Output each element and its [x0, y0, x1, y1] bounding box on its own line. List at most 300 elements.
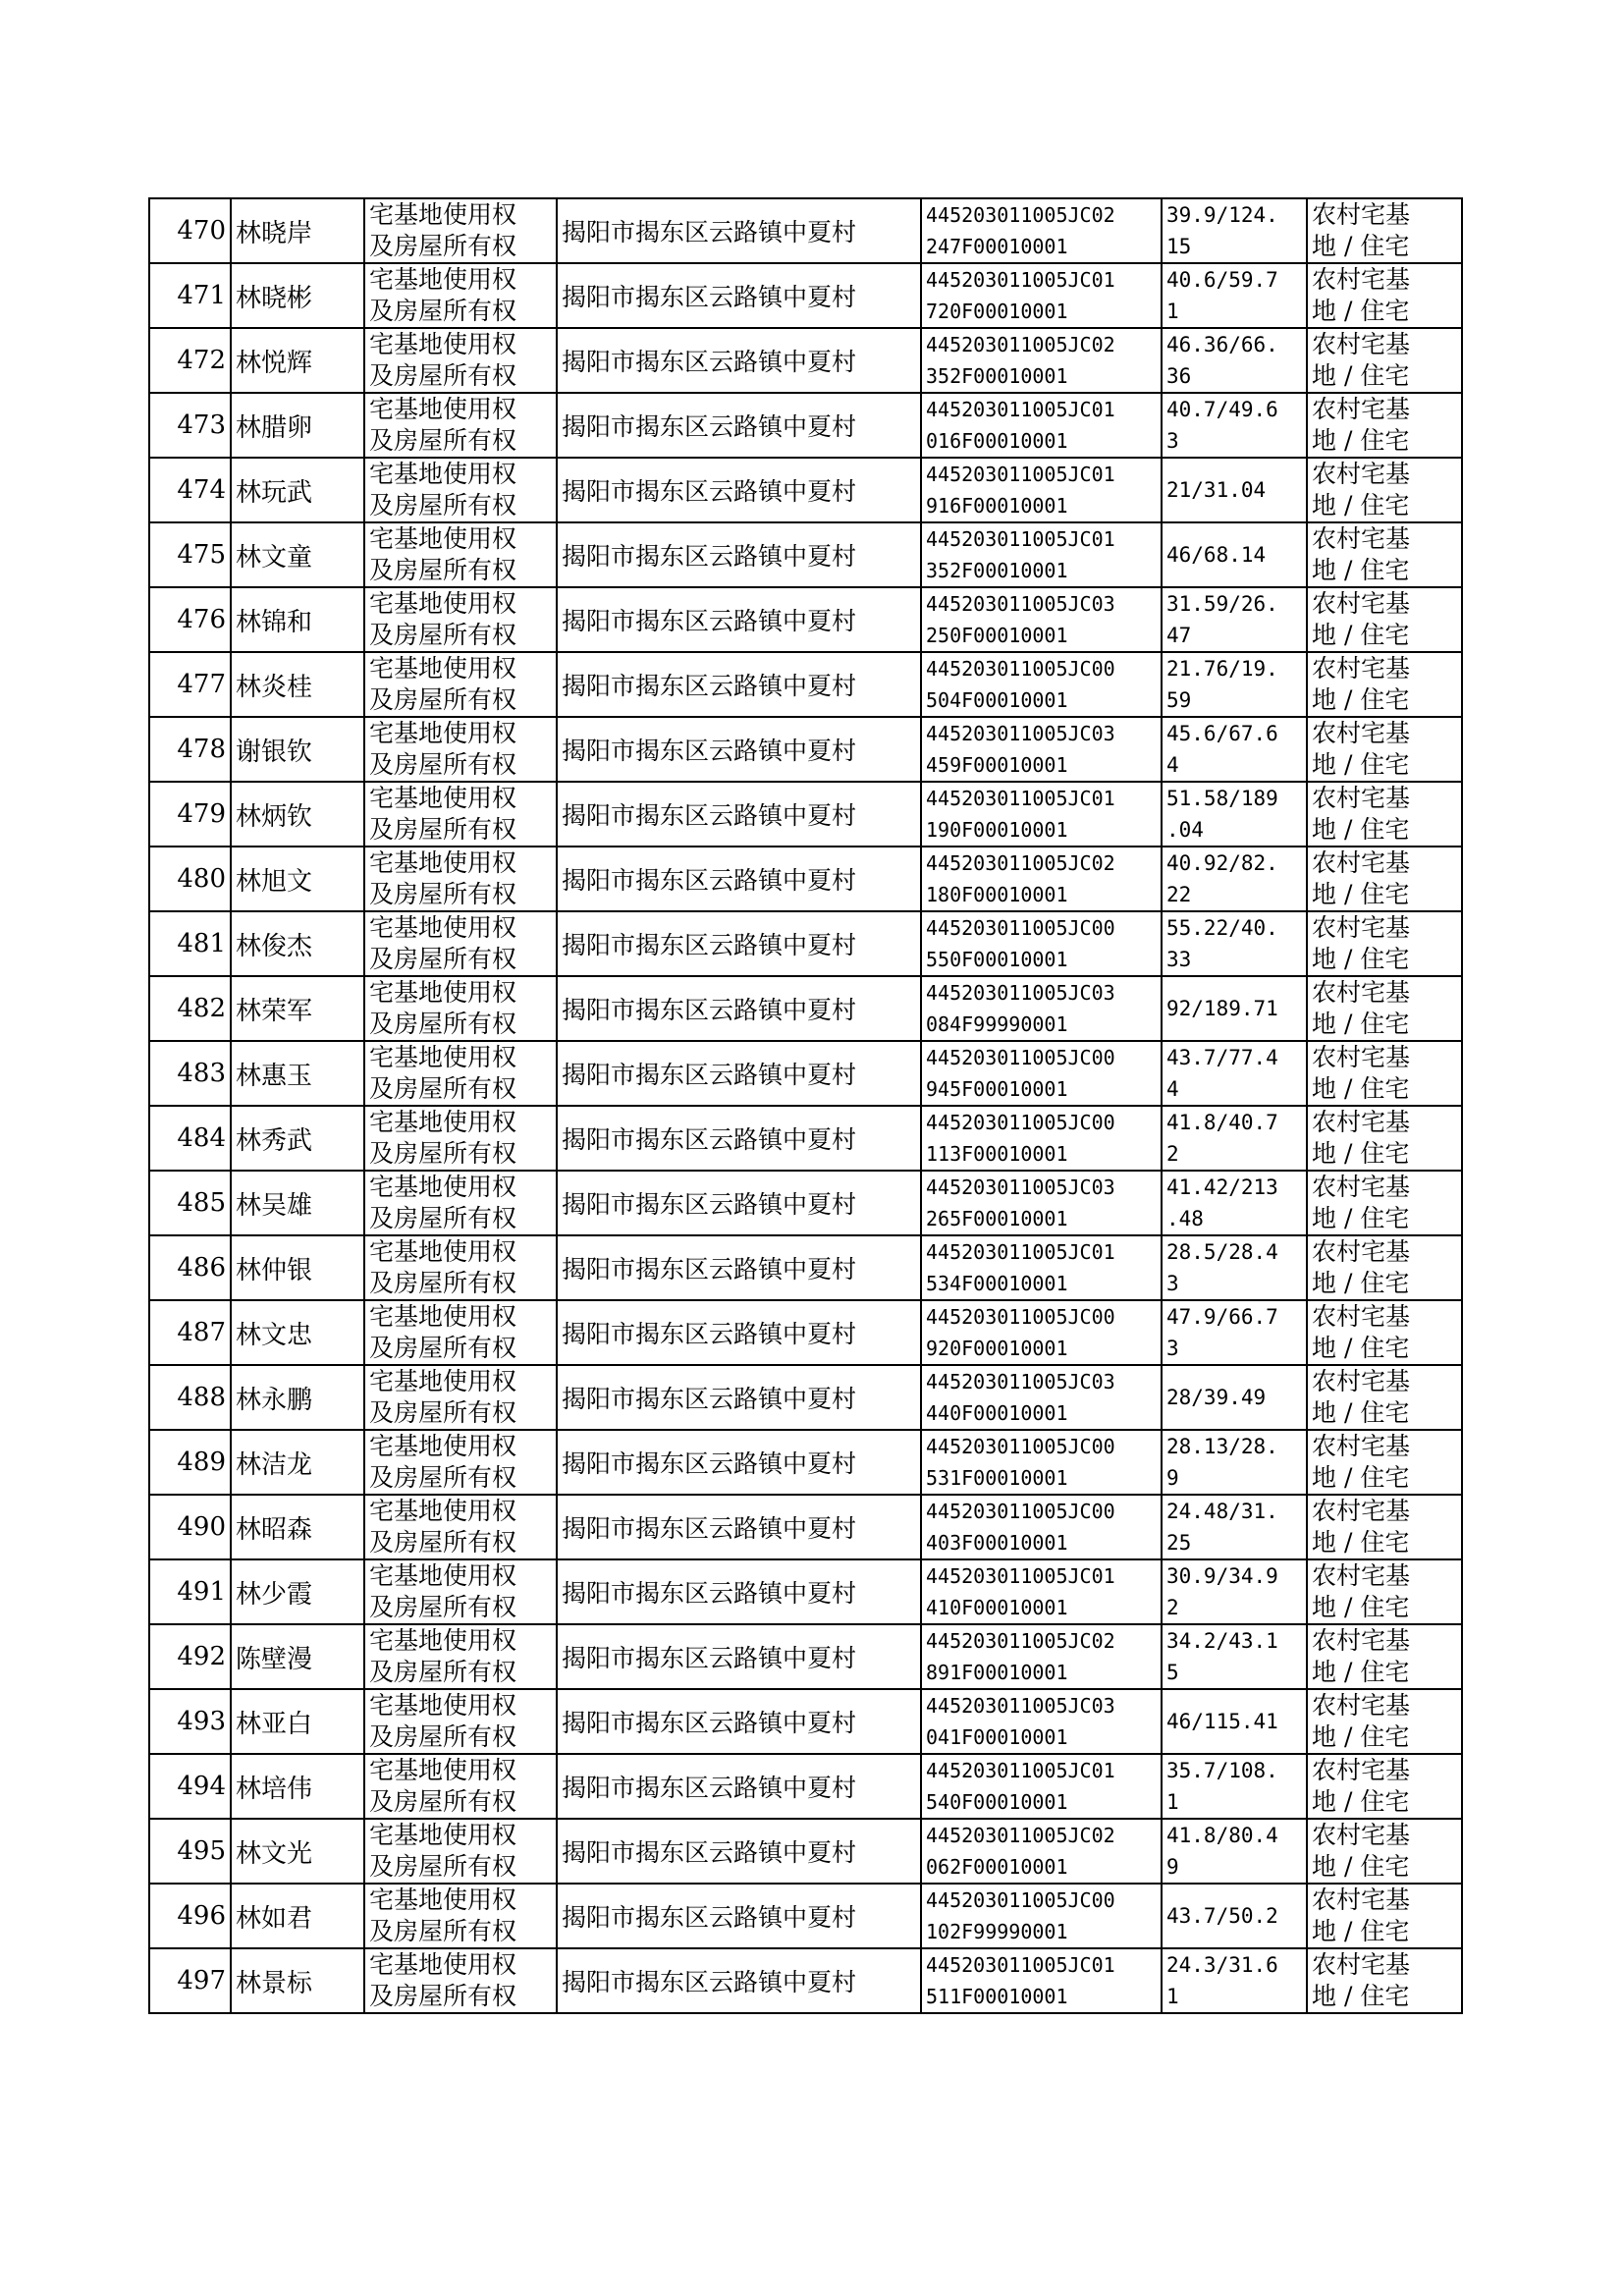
unit-code-line2: 016F00010001 [926, 429, 1068, 453]
owner-name: 林昭森 [231, 1495, 364, 1559]
row-number: 492 [149, 1624, 231, 1689]
owner-name: 林吴雄 [231, 1171, 364, 1235]
area-line2: 4 [1166, 1077, 1179, 1101]
area-line1: 28/39.49 [1166, 1386, 1267, 1409]
table-row [149, 782, 1462, 847]
right-type-line1: 宅基地使用权 [369, 978, 517, 1007]
area-line1: 45.6/67.6 [1166, 722, 1278, 745]
right-type-line1: 宅基地使用权 [369, 1108, 517, 1136]
owner-name: 林文童 [231, 522, 364, 587]
table-row [149, 717, 1462, 782]
unit-code [921, 652, 1162, 717]
right-type [364, 1884, 557, 1948]
right-type [364, 458, 557, 522]
land-use-line1: 农村宅基 [1312, 1950, 1411, 1979]
owner-name: 林俊杰 [231, 911, 364, 976]
owner-name: 林如君 [231, 1884, 364, 1948]
land-use [1307, 1884, 1462, 1948]
row-number: 495 [149, 1819, 231, 1884]
table-row [149, 263, 1462, 328]
unit-code-line2: 265F00010001 [926, 1207, 1068, 1230]
land-use-line1: 农村宅基 [1312, 1367, 1411, 1395]
area [1162, 198, 1307, 263]
table-row [149, 911, 1462, 976]
row-number: 471 [149, 263, 231, 328]
land-use [1307, 782, 1462, 847]
unit-code-line1: 445203011005JC00 [926, 1111, 1115, 1134]
land-use-line1: 农村宅基 [1312, 1756, 1411, 1784]
unit-code-line1: 445203011005JC01 [926, 398, 1115, 421]
right-type [364, 1559, 557, 1624]
right-type-line1: 宅基地使用权 [369, 1691, 517, 1720]
land-use [1307, 1819, 1462, 1884]
land-use-line2: 地 / 住宅 [1312, 1982, 1410, 2010]
unit-code-line2: 352F00010001 [926, 559, 1068, 582]
area-line1: 28.5/28.4 [1166, 1240, 1278, 1264]
owner-name: 谢银钦 [231, 717, 364, 782]
owner-name: 林腊卵 [231, 393, 364, 458]
land-use-line2: 地 / 住宅 [1312, 1593, 1410, 1621]
land-use-line2: 地 / 住宅 [1312, 491, 1410, 519]
land-use [1307, 652, 1462, 717]
land-use-line1: 农村宅基 [1312, 1432, 1411, 1460]
right-type-line2: 及房屋所有权 [369, 685, 517, 714]
area [1162, 1430, 1307, 1495]
row-number: 489 [149, 1430, 231, 1495]
table-row [149, 587, 1462, 652]
table-row [149, 1948, 1462, 2013]
land-use-line2: 地 / 住宅 [1312, 1917, 1410, 1945]
unit-code-line1: 445203011005JC01 [926, 527, 1115, 551]
right-type-line2: 及房屋所有权 [369, 1398, 517, 1427]
unit-code-line1: 445203011005JC02 [926, 1824, 1115, 1847]
land-use-line1: 农村宅基 [1312, 1108, 1411, 1136]
area-line1: 35.7/108. [1166, 1759, 1278, 1782]
table-row [149, 1559, 1462, 1624]
right-type-line1: 宅基地使用权 [369, 395, 517, 423]
right-type-line1: 宅基地使用权 [369, 1432, 517, 1460]
land-use-line2: 地 / 住宅 [1312, 1139, 1410, 1168]
unit-code [921, 1365, 1162, 1430]
unit-code-line2: 062F00010001 [926, 1855, 1068, 1879]
unit-code-line2: 550F00010001 [926, 948, 1068, 971]
land-use-line2: 地 / 住宅 [1312, 1787, 1410, 1816]
right-type-line1: 宅基地使用权 [369, 265, 517, 294]
location: 揭阳市揭东区云路镇中夏村 [557, 1430, 921, 1495]
land-use-line2: 地 / 住宅 [1312, 1722, 1410, 1751]
owner-name: 林玩武 [231, 458, 364, 522]
right-type-line1: 宅基地使用权 [369, 1497, 517, 1525]
area [1162, 1365, 1307, 1430]
table-row [149, 1754, 1462, 1819]
unit-code-line1: 445203011005JC00 [926, 1046, 1115, 1069]
area [1162, 911, 1307, 976]
land-use [1307, 393, 1462, 458]
location: 揭阳市揭东区云路镇中夏村 [557, 652, 921, 717]
unit-code-line2: 534F00010001 [926, 1272, 1068, 1295]
row-number: 490 [149, 1495, 231, 1559]
unit-code-line2: 180F00010001 [926, 883, 1068, 906]
right-type-line2: 及房屋所有权 [369, 426, 517, 455]
land-use [1307, 1365, 1462, 1430]
unit-code-line2: 247F00010001 [926, 235, 1068, 258]
unit-code-line2: 459F00010001 [926, 753, 1068, 777]
location: 揭阳市揭东区云路镇中夏村 [557, 976, 921, 1041]
owner-name: 林洁龙 [231, 1430, 364, 1495]
unit-code-line1: 445203011005JC01 [926, 463, 1115, 486]
area-line2: 1 [1166, 1790, 1179, 1814]
right-type-line2: 及房屋所有权 [369, 1982, 517, 2010]
unit-code-line2: 440F00010001 [926, 1401, 1068, 1425]
right-type [364, 1948, 557, 2013]
land-use-line2: 地 / 住宅 [1312, 1658, 1410, 1686]
table-row [149, 1041, 1462, 1106]
land-use-line1: 农村宅基 [1312, 524, 1411, 553]
unit-code [921, 1106, 1162, 1171]
unit-code-line1: 445203011005JC00 [926, 1435, 1115, 1458]
table-row [149, 1106, 1462, 1171]
land-use [1307, 1300, 1462, 1365]
right-type-line1: 宅基地使用权 [369, 719, 517, 747]
land-use [1307, 522, 1462, 587]
area-line2: 47 [1166, 624, 1192, 647]
table-row [149, 458, 1462, 522]
row-number: 496 [149, 1884, 231, 1948]
area-line1: 28.13/28. [1166, 1435, 1278, 1458]
land-use-line1: 农村宅基 [1312, 978, 1411, 1007]
owner-name: 林惠玉 [231, 1041, 364, 1106]
area [1162, 458, 1307, 522]
area-line2: 25 [1166, 1531, 1192, 1555]
location: 揭阳市揭东区云路镇中夏村 [557, 847, 921, 911]
row-number: 487 [149, 1300, 231, 1365]
owner-name: 林培伟 [231, 1754, 364, 1819]
right-type-line2: 及房屋所有权 [369, 1528, 517, 1557]
table-row [149, 847, 1462, 911]
unit-code-line1: 445203011005JC00 [926, 1888, 1115, 1912]
land-use-line2: 地 / 住宅 [1312, 556, 1410, 584]
unit-code [921, 1884, 1162, 1948]
area-line1: 40.92/82. [1166, 851, 1278, 875]
land-use-line2: 地 / 住宅 [1312, 1010, 1410, 1038]
unit-code-line1: 445203011005JC01 [926, 1759, 1115, 1782]
land-use [1307, 458, 1462, 522]
table-row [149, 1819, 1462, 1884]
right-type-line1: 宅基地使用权 [369, 589, 517, 618]
right-type-line1: 宅基地使用权 [369, 460, 517, 488]
unit-code-line1: 445203011005JC03 [926, 722, 1115, 745]
unit-code-line2: 916F00010001 [926, 494, 1068, 518]
area [1162, 587, 1307, 652]
area [1162, 717, 1307, 782]
area-line1: 47.9/66.7 [1166, 1305, 1278, 1329]
right-type-line2: 及房屋所有权 [369, 232, 517, 260]
area-line1: 21.76/19. [1166, 657, 1278, 681]
land-use [1307, 1754, 1462, 1819]
unit-code-line2: 352F00010001 [926, 364, 1068, 388]
unit-code [921, 911, 1162, 976]
land-use [1307, 1495, 1462, 1559]
right-type-line1: 宅基地使用权 [369, 654, 517, 683]
table-row [149, 1235, 1462, 1300]
land-use [1307, 717, 1462, 782]
unit-code-line1: 445203011005JC00 [926, 916, 1115, 940]
unit-code [921, 1754, 1162, 1819]
land-use-line1: 农村宅基 [1312, 654, 1411, 683]
right-type-line2: 及房屋所有权 [369, 1139, 517, 1168]
land-use [1307, 1948, 1462, 2013]
unit-code [921, 1624, 1162, 1689]
unit-code-line2: 511F00010001 [926, 1985, 1068, 2008]
unit-code-line2: 113F00010001 [926, 1142, 1068, 1166]
right-type-line1: 宅基地使用权 [369, 200, 517, 229]
land-use [1307, 1624, 1462, 1689]
location: 揭阳市揭东区云路镇中夏村 [557, 1948, 921, 2013]
right-type-line1: 宅基地使用权 [369, 524, 517, 553]
unit-code [921, 1235, 1162, 1300]
area [1162, 1495, 1307, 1559]
land-use [1307, 1430, 1462, 1495]
row-number: 474 [149, 458, 231, 522]
unit-code-line1: 445203011005JC01 [926, 1240, 1115, 1264]
owner-name: 林晓岸 [231, 198, 364, 263]
right-type-line1: 宅基地使用权 [369, 330, 517, 358]
owner-name: 林荣军 [231, 976, 364, 1041]
area-line2: 9 [1166, 1855, 1179, 1879]
area-line1: 43.7/50.2 [1166, 1904, 1278, 1928]
area-line1: 34.2/43.1 [1166, 1629, 1278, 1653]
location: 揭阳市揭东区云路镇中夏村 [557, 1235, 921, 1300]
unit-code-line1: 445203011005JC02 [926, 333, 1115, 356]
area-line1: 41.8/80.4 [1166, 1824, 1278, 1847]
unit-code [921, 1041, 1162, 1106]
unit-code-line1: 445203011005JC00 [926, 657, 1115, 681]
right-type-line2: 及房屋所有权 [369, 621, 517, 649]
area-line2: 3 [1166, 1272, 1179, 1295]
area [1162, 782, 1307, 847]
unit-code [921, 198, 1162, 263]
location: 揭阳市揭东区云路镇中夏村 [557, 393, 921, 458]
right-type-line1: 宅基地使用权 [369, 913, 517, 942]
row-number: 485 [149, 1171, 231, 1235]
land-use-line2: 地 / 住宅 [1312, 426, 1410, 455]
right-type-line2: 及房屋所有权 [369, 1269, 517, 1297]
land-use-line1: 农村宅基 [1312, 1691, 1411, 1720]
area-line1: 24.3/31.6 [1166, 1953, 1278, 1977]
unit-code [921, 1819, 1162, 1884]
land-use-line2: 地 / 住宅 [1312, 1528, 1410, 1557]
location: 揭阳市揭东区云路镇中夏村 [557, 717, 921, 782]
land-use-line2: 地 / 住宅 [1312, 232, 1410, 260]
right-type-line1: 宅基地使用权 [369, 1173, 517, 1201]
land-use-line1: 农村宅基 [1312, 200, 1411, 229]
location: 揭阳市揭东区云路镇中夏村 [557, 911, 921, 976]
area [1162, 652, 1307, 717]
land-use-line2: 地 / 住宅 [1312, 750, 1410, 779]
unit-code-line1: 445203011005JC01 [926, 1953, 1115, 1977]
land-use-line2: 地 / 住宅 [1312, 1074, 1410, 1103]
location: 揭阳市揭东区云路镇中夏村 [557, 1559, 921, 1624]
right-type [364, 717, 557, 782]
unit-code-line2: 531F00010001 [926, 1466, 1068, 1490]
row-number: 476 [149, 587, 231, 652]
land-use [1307, 1106, 1462, 1171]
unit-code [921, 263, 1162, 328]
unit-code-line1: 445203011005JC02 [926, 203, 1115, 227]
area [1162, 976, 1307, 1041]
land-use-line2: 地 / 住宅 [1312, 297, 1410, 325]
area-line2: 2 [1166, 1142, 1179, 1166]
location: 揭阳市揭东区云路镇中夏村 [557, 198, 921, 263]
owner-name: 林悦辉 [231, 328, 364, 393]
unit-code-line2: 190F00010001 [926, 818, 1068, 842]
unit-code-line1: 445203011005JC03 [926, 1370, 1115, 1393]
area-line2: 36 [1166, 364, 1192, 388]
right-type-line2: 及房屋所有权 [369, 1722, 517, 1751]
land-use-line1: 农村宅基 [1312, 1237, 1411, 1266]
land-use-line2: 地 / 住宅 [1312, 1204, 1410, 1232]
land-use-line1: 农村宅基 [1312, 589, 1411, 618]
right-type-line2: 及房屋所有权 [369, 297, 517, 325]
area-line2: 9 [1166, 1466, 1179, 1490]
land-use-line2: 地 / 住宅 [1312, 1334, 1410, 1362]
unit-code [921, 717, 1162, 782]
land-use-line2: 地 / 住宅 [1312, 815, 1410, 844]
unit-code-line1: 445203011005JC03 [926, 981, 1115, 1005]
location: 揭阳市揭东区云路镇中夏村 [557, 1495, 921, 1559]
right-type [364, 1300, 557, 1365]
row-number: 494 [149, 1754, 231, 1819]
right-type [364, 1235, 557, 1300]
row-number: 491 [149, 1559, 231, 1624]
right-type [364, 1754, 557, 1819]
area [1162, 847, 1307, 911]
land-use-line1: 农村宅基 [1312, 1497, 1411, 1525]
table-row [149, 328, 1462, 393]
right-type-line1: 宅基地使用权 [369, 1043, 517, 1071]
land-use [1307, 328, 1462, 393]
row-number: 478 [149, 717, 231, 782]
area [1162, 393, 1307, 458]
unit-code-line1: 445203011005JC01 [926, 787, 1115, 810]
land-use-line1: 农村宅基 [1312, 719, 1411, 747]
right-type-line1: 宅基地使用权 [369, 1626, 517, 1655]
land-use [1307, 1235, 1462, 1300]
right-type-line1: 宅基地使用权 [369, 1367, 517, 1395]
land-use [1307, 1041, 1462, 1106]
land-use [1307, 263, 1462, 328]
owner-name: 陈壁漫 [231, 1624, 364, 1689]
unit-code-line2: 945F00010001 [926, 1077, 1068, 1101]
owner-name: 林景标 [231, 1948, 364, 2013]
owner-name: 林文光 [231, 1819, 364, 1884]
owner-name: 林永鹏 [231, 1365, 364, 1430]
unit-code [921, 458, 1162, 522]
area-line1: 46/68.14 [1166, 543, 1267, 567]
unit-code-line2: 920F00010001 [926, 1337, 1068, 1360]
location: 揭阳市揭东区云路镇中夏村 [557, 1171, 921, 1235]
location: 揭阳市揭东区云路镇中夏村 [557, 1624, 921, 1689]
location: 揭阳市揭东区云路镇中夏村 [557, 1754, 921, 1819]
unit-code-line1: 445203011005JC03 [926, 592, 1115, 616]
area [1162, 1624, 1307, 1689]
land-use [1307, 198, 1462, 263]
owner-name: 林仲银 [231, 1235, 364, 1300]
owner-name: 林炳钦 [231, 782, 364, 847]
location: 揭阳市揭东区云路镇中夏村 [557, 263, 921, 328]
right-type-line1: 宅基地使用权 [369, 1950, 517, 1979]
right-type-line2: 及房屋所有权 [369, 1074, 517, 1103]
area [1162, 1171, 1307, 1235]
right-type [364, 1430, 557, 1495]
land-use-line2: 地 / 住宅 [1312, 361, 1410, 390]
right-type-line2: 及房屋所有权 [369, 491, 517, 519]
owner-name: 林旭文 [231, 847, 364, 911]
table-body [149, 198, 1462, 2013]
area-line1: 40.7/49.6 [1166, 398, 1278, 421]
land-use-line1: 农村宅基 [1312, 1626, 1411, 1655]
right-type [364, 393, 557, 458]
land-use-line1: 农村宅基 [1312, 848, 1411, 877]
unit-code [921, 393, 1162, 458]
row-number: 488 [149, 1365, 231, 1430]
area [1162, 1819, 1307, 1884]
area [1162, 1754, 1307, 1819]
area [1162, 263, 1307, 328]
right-type-line2: 及房屋所有权 [369, 1917, 517, 1945]
land-use [1307, 1689, 1462, 1754]
area-line1: 24.48/31. [1166, 1500, 1278, 1523]
land-use-line1: 农村宅基 [1312, 395, 1411, 423]
table-row [149, 522, 1462, 587]
right-type-line2: 及房屋所有权 [369, 1334, 517, 1362]
owner-name: 林文忠 [231, 1300, 364, 1365]
land-use-line2: 地 / 住宅 [1312, 880, 1410, 908]
area-line1: 55.22/40. [1166, 916, 1278, 940]
row-number: 479 [149, 782, 231, 847]
right-type-line1: 宅基地使用权 [369, 848, 517, 877]
land-use-line1: 农村宅基 [1312, 460, 1411, 488]
row-number: 481 [149, 911, 231, 976]
location: 揭阳市揭东区云路镇中夏村 [557, 1106, 921, 1171]
land-use-line1: 农村宅基 [1312, 1043, 1411, 1071]
land-use-line2: 地 / 住宅 [1312, 1852, 1410, 1881]
area-line2: 22 [1166, 883, 1192, 906]
table-row [149, 1430, 1462, 1495]
unit-code-line2: 720F00010001 [926, 300, 1068, 323]
right-type-line2: 及房屋所有权 [369, 1593, 517, 1621]
area [1162, 1689, 1307, 1754]
area [1162, 522, 1307, 587]
right-type-line2: 及房屋所有权 [369, 556, 517, 584]
unit-code [921, 1689, 1162, 1754]
land-use [1307, 976, 1462, 1041]
land-use-line1: 农村宅基 [1312, 1885, 1411, 1914]
unit-code-line1: 445203011005JC01 [926, 1564, 1115, 1588]
area-line1: 41.42/213 [1166, 1175, 1278, 1199]
right-type [364, 587, 557, 652]
area-line1: 46.36/66. [1166, 333, 1278, 356]
land-use-line1: 农村宅基 [1312, 784, 1411, 812]
location: 揭阳市揭东区云路镇中夏村 [557, 1300, 921, 1365]
right-type [364, 198, 557, 263]
row-number: 493 [149, 1689, 231, 1754]
row-number: 477 [149, 652, 231, 717]
land-use [1307, 587, 1462, 652]
table-row [149, 652, 1462, 717]
area-line1: 41.8/40.7 [1166, 1111, 1278, 1134]
land-use [1307, 1559, 1462, 1624]
